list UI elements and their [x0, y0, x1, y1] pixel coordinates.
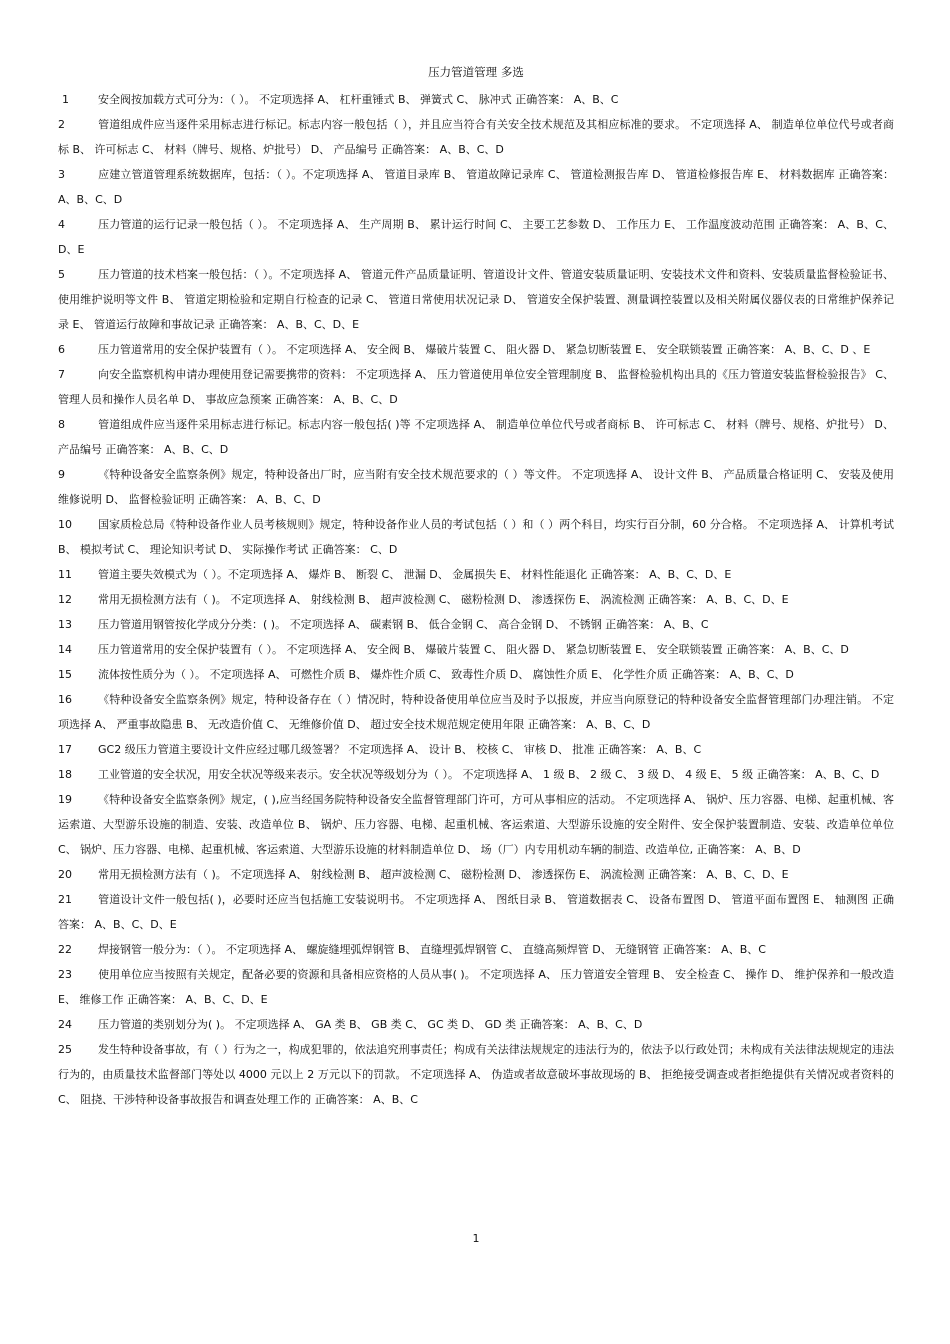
question-item — [58, 162, 894, 212]
question-number: 18 — [58, 768, 72, 781]
question-text: 常用无损检测方法有（ )。 不定项选择 A、 射线检测 B、 超声波检测 C、 磁粉检测 D、 渗透探伤 E、 涡流检测 正确答案： A、B、C、D、E — [98, 593, 789, 606]
question-number: 12 — [58, 593, 72, 606]
question-number: 20 — [58, 868, 72, 881]
question-item — [58, 612, 894, 637]
question-text: 焊接钢管一般分为：（ ）。 不定项选择 A、 螺旋缝埋弧焊钢管 B、 直缝埋弧焊钢管 C、 直缝高频焊管 D、 无缝钢管 正确答案： A、B、C — [98, 943, 766, 956]
question-number: 7 — [58, 368, 65, 381]
question-number: 11 — [58, 568, 72, 581]
page-number: 1 — [472, 1232, 480, 1245]
question-item — [58, 762, 894, 787]
question-item — [58, 787, 894, 862]
question-text: 压力管道常用的安全保护装置有（ ）。 不定项选择 A、 安全阀 B、 爆破片装置 C、 阻火器 D、 紧急切断装置 E、 安全联锁装置 正确答案： A、B、C、D — [98, 643, 849, 656]
question-item — [58, 87, 894, 112]
question-item — [58, 412, 894, 462]
question-number: 21 — [58, 893, 72, 906]
document-page — [58, 0, 894, 1344]
question-number: 4 — [58, 218, 65, 231]
question-item — [58, 887, 894, 937]
question-number: 3 — [58, 168, 65, 181]
question-item — [58, 962, 894, 1012]
question-text: 压力管道的类别划分为( )。 不定项选择 A、 GA 类 B、 GB 类 C、 GC 类 D、 GD 类 正确答案： A、B、C、D — [98, 1018, 643, 1031]
question-item — [58, 562, 894, 587]
question-number: 17 — [58, 743, 72, 756]
question-text: 压力管道的运行记录一般包括（ ）。 不定项选择 A、 生产周期 B、 累计运行时间 C、 主要工艺参数 D、 工作压力 E、 工作温度波动范围 正确答案： A、B、C、D、E — [58, 218, 894, 256]
question-item — [58, 1037, 894, 1112]
question-text: GC2 级压力管道主要设计文件应经过哪几级签署？ 不定项选择 A、 设计 B、 校核 C、 审核 D、 批准 正确答案： A、B、C — [98, 743, 702, 756]
question-item — [58, 737, 894, 762]
question-number: 23 — [58, 968, 72, 981]
question-item — [58, 687, 894, 737]
question-number: 25 — [58, 1043, 72, 1056]
question-item — [58, 1012, 894, 1037]
question-number: 6 — [58, 343, 65, 356]
question-text: 工业管道的安全状况，用安全状况等级来表示。安全状况等级划分为（ ）。 不定项选择 A、 1 级 B、 2 级 C、 3 级 D、 4 级 E、 5 级 正确答案： A、B、C、D — [98, 768, 880, 781]
question-item — [58, 462, 894, 512]
question-number: 1 — [62, 93, 69, 106]
question-item — [58, 362, 894, 412]
question-text: 应建立管道管理系统数据库，包括：（ ）。不定项选择 A、 管道目录库 B、 管道故障记录库 C、 管道检测报告库 D、 管道检修报告库 E、 材料数据库 正确答案： A、B、C、D — [58, 168, 894, 206]
question-text: 《特种设备安全监察条例》规定，特种设备存在（ ）情况时，特种设备使用单位应当及时予以报废，并应当向原登记的特种设备安全监督管理部门办理注销。 不定项选择 A、 严重事故隐患 B、 无改造价值 C、 无维修价值 D、 超过安全技术规范规定使用年限 正确答案： A、B、C、D — [58, 693, 894, 731]
question-list — [58, 87, 894, 1112]
question-number: 24 — [58, 1018, 72, 1031]
question-text: 安全阀按加载方式可分为：（ ）。 不定项选择 A、 杠杆重锤式 B、 弹簧式 C、 脉冲式 正确答案： A、B、C — [98, 93, 619, 106]
question-item — [58, 587, 894, 612]
question-number: 5 — [58, 268, 65, 281]
question-text: 管道组成件应当逐件采用标志进行标记。标志内容一般包括（ ），并且应当符合有关安全技术规范及其相应标准的要求。 不定项选择 A、 制造单位单位代号或者商标 B、 许可标志 C、 材料（牌号、规格、炉批号） D、 产品编号 正确答案： A、B、C、D — [58, 118, 894, 156]
document-title: 压力管道管理 多选 — [428, 65, 524, 79]
question-item — [58, 337, 894, 362]
question-item — [58, 212, 894, 262]
question-number: 8 — [58, 418, 65, 431]
question-text: 发生特种设备事故，有（ ）行为之一，构成犯罪的，依法追究刑事责任；构成有关法律法规规定的违法行为的，依法予以行政处罚；未构成有关法律法规规定的违法行为的，由质量技术监督部门等处以 4000 元以上 2 万元以下的罚款。 不定项选择 A、 伪造或者故意破坏事故现场的 B、 拒绝接受调查或者拒绝提供有关情况或者资料的 C、 阻挠、干涉特种设备事故报告和调查处理工作的 正确答案： A、B、C — [58, 1043, 894, 1106]
question-number: 2 — [58, 118, 65, 131]
question-item — [58, 937, 894, 962]
question-text: 压力管道的技术档案一般包括：（ ）。不定项选择 A、 管道元件产品质量证明、管道设计文件、管道安装质量证明、安装技术文件和资料、安装质量监督检验证书、使用维护说明等文件 B、 管道定期检验和定期自行检查的记录 C、 管道日常使用状况记录 D、 管道安全保护装置、测量调控装置以及相关附属仪器仪表的日常维护保养记录 E、 管道运行故障和事故记录 正确答案： A、B、C、D、E — [58, 268, 894, 331]
question-item — [58, 512, 894, 562]
question-number: 22 — [58, 943, 72, 956]
question-item — [58, 862, 894, 887]
question-item — [58, 262, 894, 337]
question-number: 10 — [58, 518, 72, 531]
question-number: 15 — [58, 668, 72, 681]
question-text: 使用单位应当按照有关规定，配备必要的资源和具备相应资格的人员从事( )。 不定项选择 A、 压力管道安全管理 B、 安全检查 C、 操作 D、 维护保养和一般改造 E、 维修工作 正确答案： A、B、C、D、E — [58, 968, 894, 1006]
question-number: 14 — [58, 643, 72, 656]
question-number: 9 — [58, 468, 65, 481]
question-item — [58, 662, 894, 687]
question-text: 常用无损检测方法有（ )。 不定项选择 A、 射线检测 B、 超声波检测 C、 磁粉检测 D、 渗透探伤 E、 涡流检测 正确答案： A、B、C、D、E — [98, 868, 789, 881]
question-number: 19 — [58, 793, 72, 806]
question-text: 流体按性质分为（ ）。 不定项选择 A、 可燃性介质 B、 爆炸性介质 C、 致毒性介质 D、 腐蚀性介质 E、 化学性介质 正确答案： A、B、C、D — [98, 668, 794, 681]
question-text: 管道设计文件一般包括( )，必要时还应当包括施工安装说明书。 不定项选择 A、 图纸目录 B、 管道数据表 C、 设备布置图 D、 管道平面布置图 E、 轴测图 正确答案： A、B、C、D、E — [58, 893, 894, 931]
question-text: 压力管道常用的安全保护装置有（ ）。 不定项选择 A、 安全阀 B、 爆破片装置 C、 阻火器 D、 紧急切断装置 E、 安全联锁装置 正确答案： A、B、C、D 、E — [98, 343, 871, 356]
question-text: 压力管道用钢管按化学成分分类：( )。 不定项选择 A、 碳素钢 B、 低合金钢 C、 高合金钢 D、 不锈钢 正确答案： A、B、C — [98, 618, 709, 631]
question-number: 13 — [58, 618, 72, 631]
question-text: 管道主要失效模式为（ ）。不定项选择 A、 爆炸 B、 断裂 C、 泄漏 D、 金属损失 E、 材料性能退化 正确答案： A、B、C、D、E — [98, 568, 732, 581]
question-item — [58, 112, 894, 162]
question-text: 管道组成件应当逐件采用标志进行标记。标志内容一般包括( )等 不定项选择 A、 制造单位单位代号或者商标 B、 许可标志 C、 材料（牌号、规格、炉批号） D、 产品编号 正确答案： A、B、C、D — [58, 418, 894, 456]
question-text: 国家质检总局《特种设备作业人员考核规则》规定，特种设备作业人员的考试包括（ ）和（ ）两个科目，均实行百分制，60 分合格。 不定项选择 A、 计算机考试 B、 模拟考试 C、 理论知识考试 D、 实际操作考试 正确答案： C、D — [58, 518, 894, 556]
question-number: 16 — [58, 693, 72, 706]
question-item — [58, 637, 894, 662]
question-text: 《特种设备安全监察条例》规定，( ),应当经国务院特种设备安全监督管理部门许可，方可从事相应的活动。 不定项选择 A、 锅炉、压力容器、电梯、起重机械、客运索道、大型游乐设施的制造、安装、改造单位 B、 锅炉、压力容器、电梯、起重机械、客运索道、大型游乐设施的安全附件、安全保护装置制造、安装、改造单位单位 C、 锅炉、压力容器、电梯、起重机械、客运索道、大型游乐设施的材料制造单位 D、 场（厂）内专用机动车辆的制造、改造单位, 正确答案： A、B、D — [58, 793, 894, 856]
question-text: 向安全监察机构申请办理使用登记需要携带的资料： 不定项选择 A、 压力管道使用单位安全管理制度 B、 监督检验机构出具的《压力管道安装监督检验报告》 C、 管理人员和操作人员名单 D、 事故应急预案 正确答案： A、B、C、D — [58, 368, 894, 406]
question-text: 《特种设备安全监察条例》规定，特种设备出厂时，应当附有安全技术规范要求的（ ）等文件。 不定项选择 A、 设计文件 B、 产品质量合格证明 C、 安装及使用维修说明 D、 监督检验证明 正确答案： A、B、C、D — [58, 468, 894, 506]
